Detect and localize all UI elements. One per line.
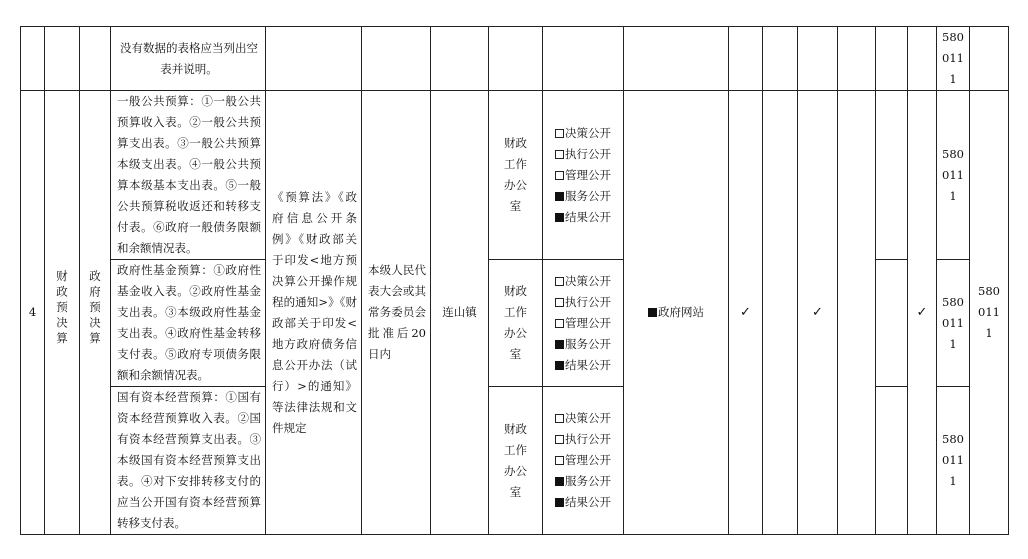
unchecked-box-icon (555, 435, 564, 444)
channel-cell: 政府网站 (624, 91, 729, 535)
cell-empty (763, 27, 798, 91)
unchecked-box-icon (555, 414, 564, 423)
checked-box-icon (555, 498, 564, 507)
time-limit-cell: 本级人民代表大会或其常务委员会批准后20日内 (362, 91, 431, 535)
option-decision: 决策公开 (545, 408, 621, 429)
checked-box-icon (555, 192, 564, 201)
basis-cell: 《预算法》《政府信息公开条例》《财政部关于印发<地方预决算公开操作规程的通知>》《财政部关于印发<地方政府债务信息公开办法（试行）>的通知》等法律法规和文件规定 (266, 91, 362, 535)
cell-empty (362, 27, 431, 91)
subcategory-cell: 政府预决算 (80, 91, 111, 535)
content-cell: 国有资本经营预算：①国有资本经营预算收入表。②国有资本经营预算支出表。③本级国有资本经营预算支出表。④对下安排转移支付的应当公开国有资本经营预算转移支付表。 (111, 387, 266, 535)
check-mark-icon: ✓ (798, 91, 838, 535)
checked-box-icon (648, 308, 657, 317)
cell-empty (908, 27, 937, 91)
note-cell: 没有数据的表格应当列出空表并说明。 (111, 27, 266, 91)
option-execution: 执行公开 (545, 292, 621, 313)
option-management: 管理公开 (545, 450, 621, 471)
unchecked-box-icon (555, 277, 564, 286)
table-row (21, 27, 1009, 91)
table-row (21, 91, 1009, 260)
option-service: 服务公开 (545, 471, 621, 492)
cell-empty (624, 27, 729, 91)
index-cell: 4 (21, 91, 45, 535)
code-cell: 580 011 1 (937, 260, 970, 387)
check-mark-icon: ✓ (729, 91, 763, 535)
code-cell: 580 011 1 (937, 91, 970, 260)
cell-empty (876, 27, 908, 91)
options-cell (543, 260, 624, 387)
unchecked-box-icon (555, 319, 564, 328)
right-code-cell: 580 011 1 (970, 91, 1009, 535)
option-execution: 执行公开 (545, 429, 621, 450)
cell-empty (489, 27, 543, 91)
cell-empty (763, 91, 798, 535)
code-cell: 580 011 1 (937, 27, 970, 91)
cell-empty (876, 387, 908, 535)
unchecked-box-icon (555, 150, 564, 159)
option-management: 管理公开 (545, 165, 621, 186)
option-management: 管理公开 (545, 313, 621, 334)
cell-empty (798, 27, 838, 91)
unchecked-box-icon (555, 129, 564, 138)
subject-cell: 连山镇 (431, 91, 489, 535)
cell-empty (266, 27, 362, 91)
checked-box-icon (555, 361, 564, 370)
checked-box-icon (555, 477, 564, 486)
cell-empty (21, 27, 45, 91)
code-cell: 580 011 1 (937, 387, 970, 535)
document-table-wrapper (20, 26, 1009, 535)
content-cell: 一般公共预算：①一般公共预算收入表。②一般公共预算支出表。③一般公共预算本级支出表。④一般公共预算本级基本支出表。⑤一般公共预算税收返还和转移支付表。⑥政府一般债务限额和余额情况表。 (111, 91, 266, 260)
checked-box-icon (555, 213, 564, 222)
unchecked-box-icon (555, 456, 564, 465)
cell-empty (543, 27, 624, 91)
option-result: 结果公开 (545, 355, 621, 376)
cell-empty (876, 260, 908, 387)
cell-empty (970, 27, 1009, 91)
cell-empty (80, 27, 111, 91)
option-result: 结果公开 (545, 207, 621, 228)
unchecked-box-icon (555, 171, 564, 180)
department-cell: 财政工作办公室 (489, 260, 543, 387)
cell-empty (45, 27, 80, 91)
check-mark-icon: ✓ (908, 91, 937, 535)
cell-empty (431, 27, 489, 91)
cell-empty (838, 91, 876, 535)
option-decision: 决策公开 (545, 123, 621, 144)
cell-empty (838, 27, 876, 91)
department-cell: 财政工作办公室 (489, 387, 543, 535)
checked-box-icon (555, 340, 564, 349)
option-service: 服务公开 (545, 334, 621, 355)
option-result: 结果公开 (545, 492, 621, 513)
content-cell: 政府性基金预算：①政府性基金收入表。②政府性基金支出表。③本级政府性基金支出表。④政府性基金转移支付表。⑤政府专项债务限额和余额情况表。 (111, 260, 266, 387)
cell-empty (729, 27, 763, 91)
option-decision: 决策公开 (545, 271, 621, 292)
option-service: 服务公开 (545, 186, 621, 207)
option-execution: 执行公开 (545, 144, 621, 165)
disclosure-table (20, 26, 1009, 535)
options-cell (543, 387, 624, 535)
unchecked-box-icon (555, 298, 564, 307)
department-cell: 财政工作办公室 (489, 91, 543, 260)
options-cell (543, 91, 624, 260)
cell-empty (876, 91, 908, 260)
category-cell: 财政预决算 (45, 91, 80, 535)
